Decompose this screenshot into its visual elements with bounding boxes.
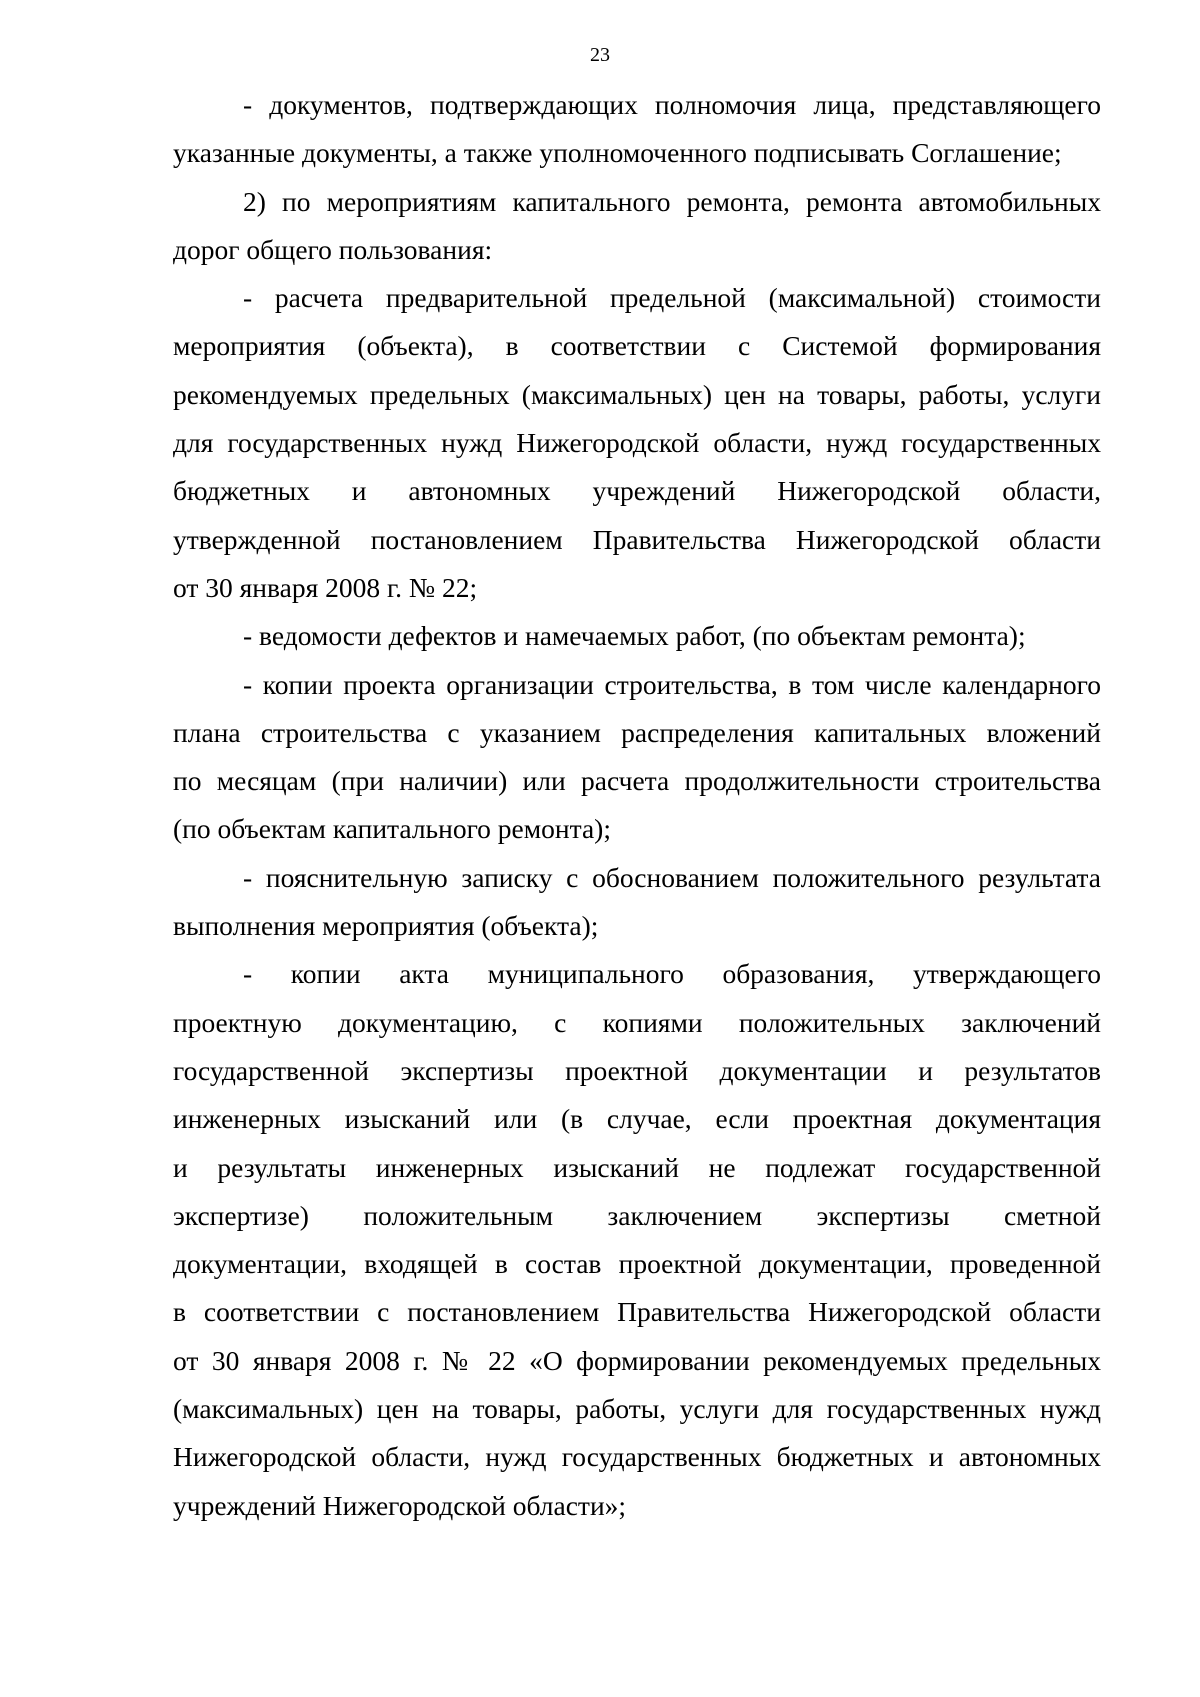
text-line: для государственных нужд Нижегородской области, нужд государственных — [173, 427, 1101, 459]
text-line: от 30 января 2008 г. № 22 «О формировании рекомендуемых предельных — [173, 1344, 1101, 1376]
text-line: - ведомости дефектов и намечаемых работ, (по объектам ремонта); — [243, 620, 1026, 652]
text-line: плана строительства с указанием распределения капитальных вложений — [173, 716, 1101, 748]
document-body — [173, 81, 1101, 1530]
page-number: 23 — [590, 44, 610, 66]
text-line: бюджетных и автономных учреждений Нижегородской области, — [173, 475, 1101, 507]
text-line: в соответствии с постановлением Правительства Нижегородской области — [173, 1296, 1101, 1328]
text-line: - копии акта муниципального образования, утверждающего — [243, 958, 1101, 990]
text-line: экспертизе) положительным заключением экспертизы сметной — [173, 1199, 1101, 1231]
text-line: Нижегородской области, нужд государственных бюджетных и автономных — [173, 1441, 1101, 1473]
paragraph — [173, 854, 1101, 951]
text-line: проектную документацию, с копиями положительных заключений — [173, 1006, 1101, 1038]
text-line: по месяцам (при наличии) или расчета продолжительности строительства — [173, 765, 1101, 797]
text-line: (максимальных) цен на товары, работы, услуги для государственных нужд — [173, 1393, 1101, 1425]
text-line: указанные документы, а также уполномоченного подписывать Соглашение; — [173, 137, 1062, 169]
text-line: 2) по мероприятиям капитального ремонта, ремонта автомобильных — [243, 185, 1101, 217]
text-line: мероприятия (объекта), в соответствии с Системой формирования — [173, 330, 1101, 362]
text-line: - пояснительную записку с обоснованием положительного результата — [243, 861, 1101, 893]
text-line: выполнения мероприятия (объекта); — [173, 910, 599, 942]
text-line: - копии проекта организации строительства, в том числе календарного — [243, 668, 1101, 700]
text-line: и результаты инженерных изысканий не подлежат государственной — [173, 1151, 1101, 1183]
text-line: документации, входящей в состав проектной документации, проведенной — [173, 1248, 1101, 1280]
text-line: инженерных изысканий или (в случае, если проектная документация — [173, 1103, 1101, 1135]
text-line: государственной экспертизы проектной документации и результатов — [173, 1054, 1101, 1086]
paragraph — [173, 274, 1101, 612]
paragraph — [173, 612, 1101, 660]
text-line: рекомендуемых предельных (максимальных) цен на товары, работы, услуги — [173, 378, 1101, 410]
text-line: дорог общего пользования: — [173, 233, 493, 265]
text-line: - расчета предварительной предельной (максимальной) стоимости — [243, 282, 1101, 314]
paragraph — [173, 950, 1101, 1530]
paragraph — [173, 661, 1101, 854]
text-line: учреждений Нижегородской области»; — [173, 1489, 627, 1521]
paragraph — [173, 178, 1101, 275]
paragraph — [173, 81, 1101, 178]
text-line: утвержденной постановлением Правительства Нижегородской области — [173, 523, 1101, 555]
text-line: - документов, подтверждающих полномочия лица, представляющего — [243, 89, 1101, 120]
text-line: (по объектам капитального ремонта); — [173, 813, 611, 845]
text-line: от 30 января 2008 г. № 22; — [173, 571, 478, 603]
